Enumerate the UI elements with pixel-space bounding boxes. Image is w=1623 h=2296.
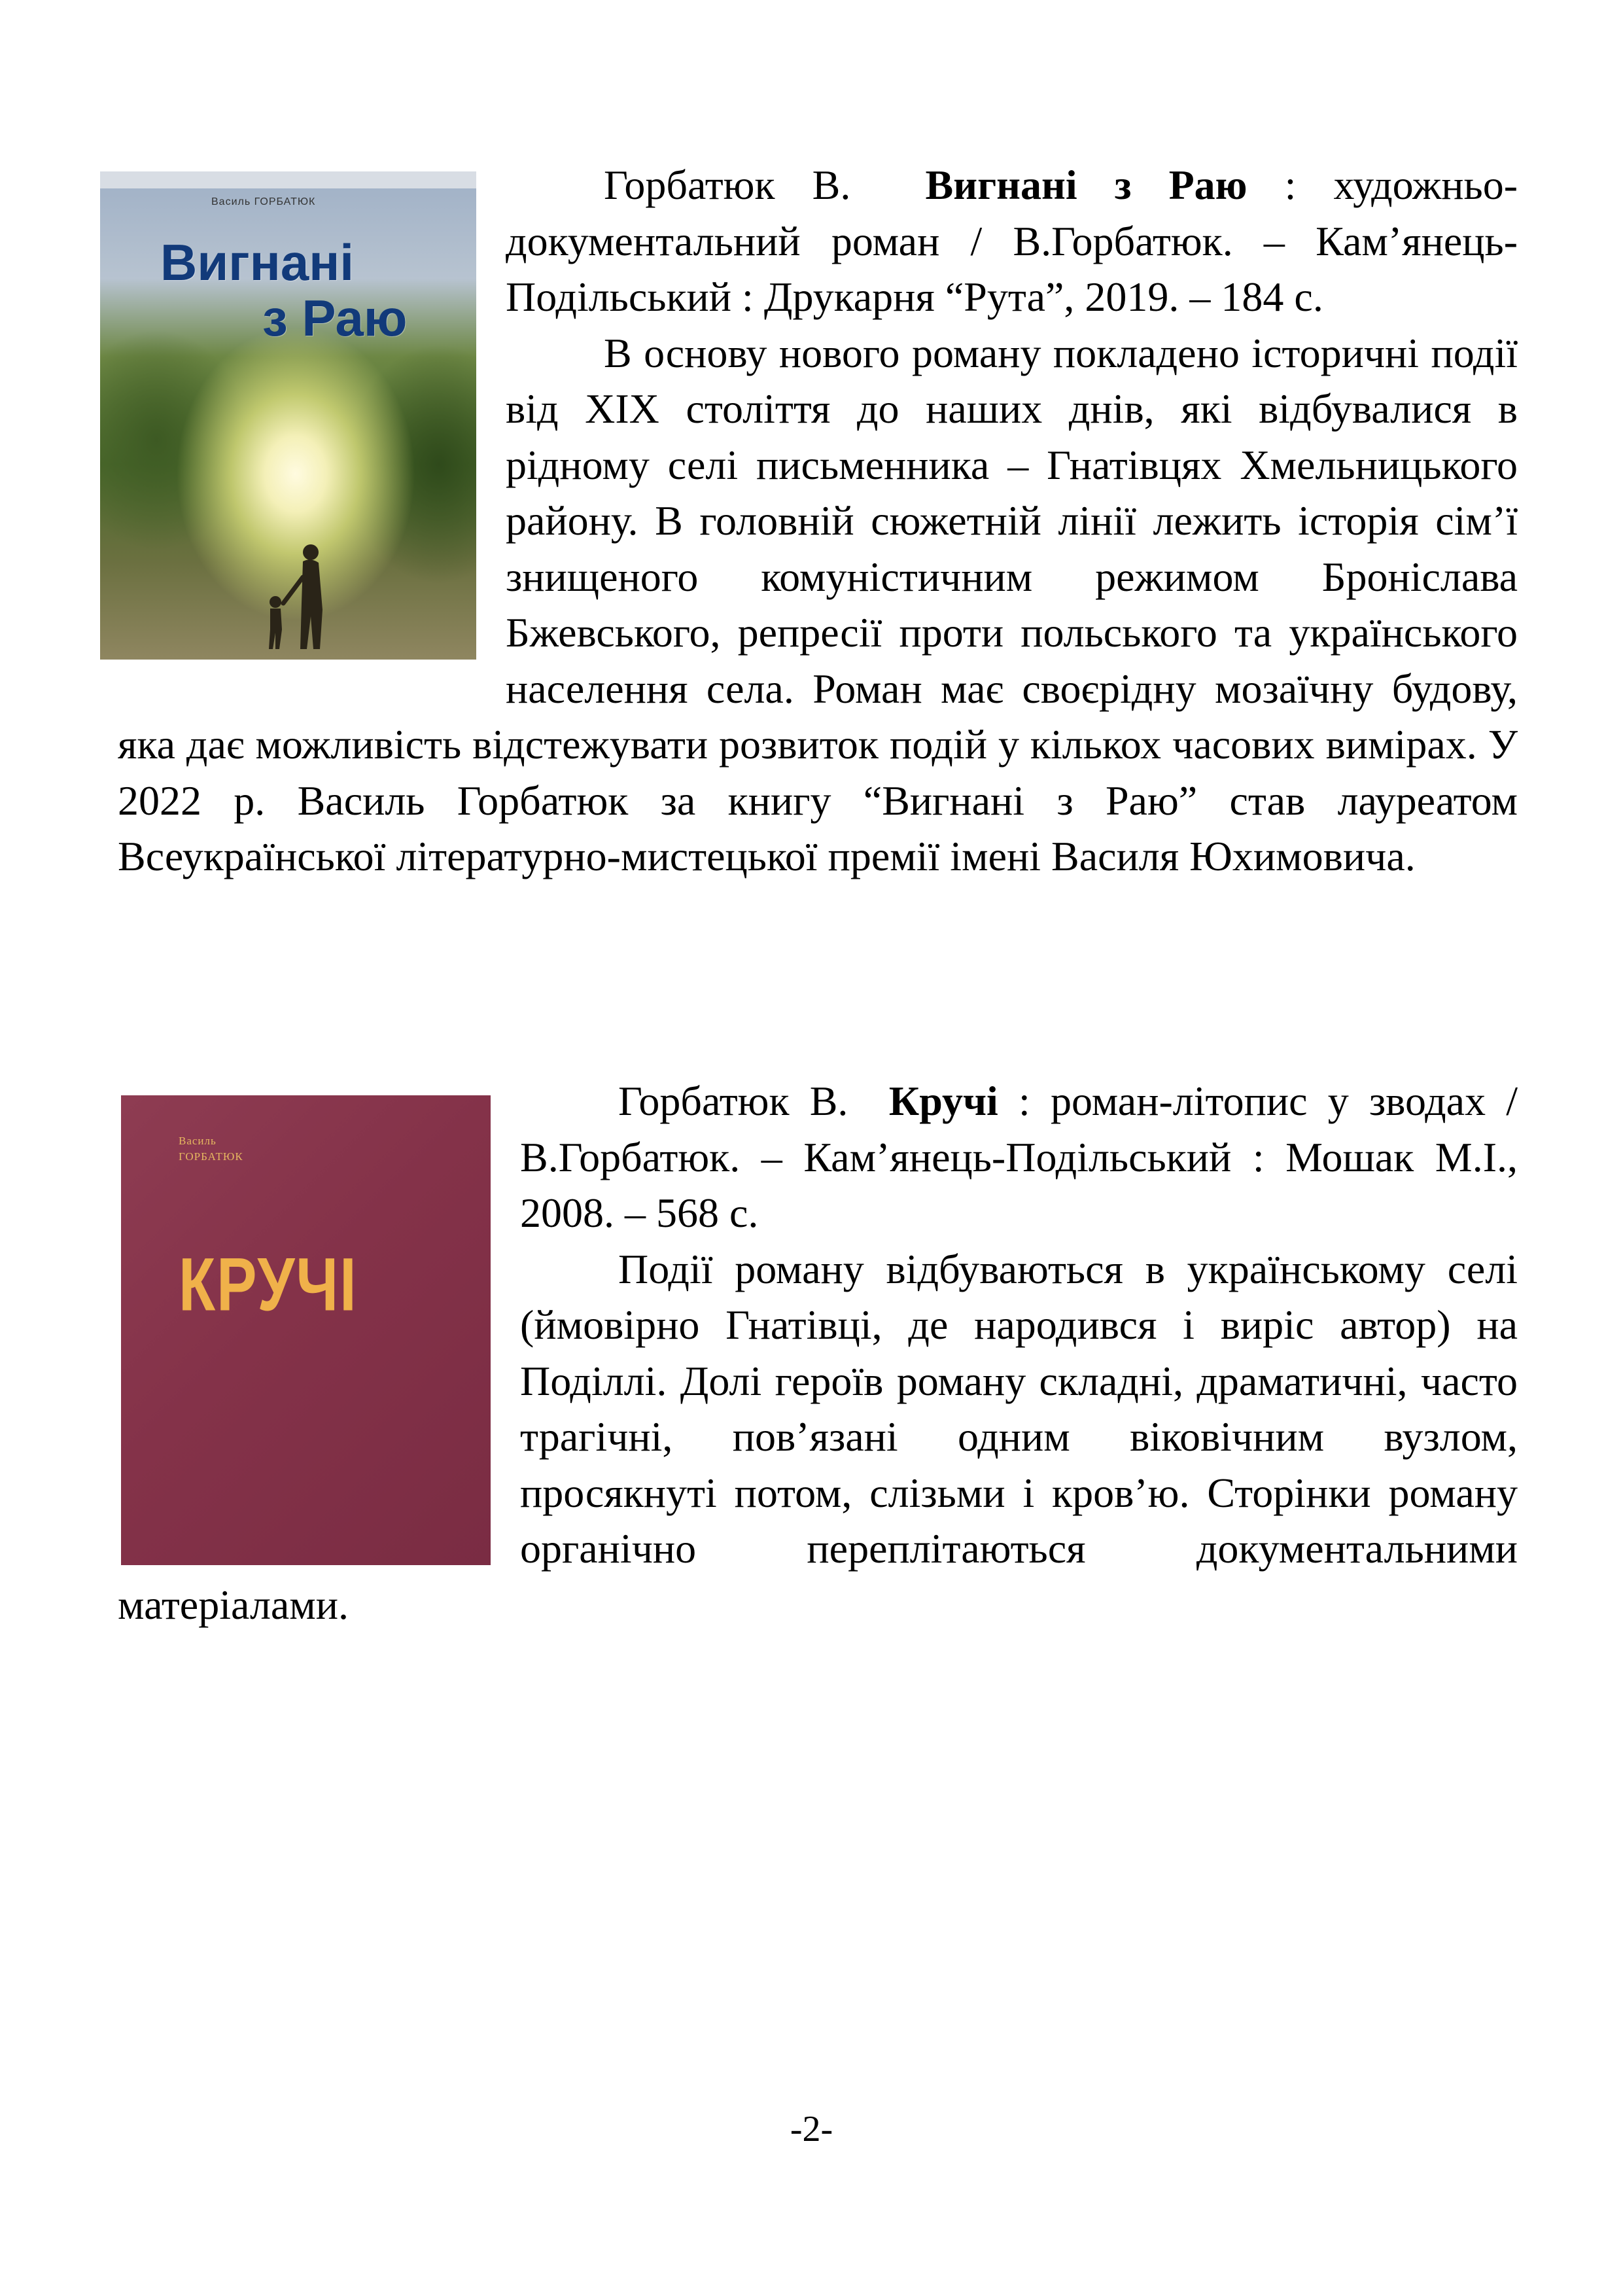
book-cover-image — [100, 171, 476, 660]
cover-title: КРУЧІ — [179, 1243, 358, 1327]
cover-title: Вигнані — [160, 234, 355, 291]
cover-title: з Раю — [262, 289, 408, 347]
cover-author-last-name: ГОРБАТЮК — [179, 1150, 243, 1163]
book-entry — [118, 1073, 1518, 1633]
description-paragraph: Події роману відбуваються в українському селі (ймовірно Гнатівці, де народився і виріс автор) на Поділлі. Долі героїв роману складні, драматичні, часто трагічні, пов’язані одним віковічним вузлом, просякнуті потом, слізьми і кров’ю. Сторінки роману органічно переплітаються документальними матеріалами. — [118, 1245, 1518, 1628]
citation-author: Горбатюк В. — [618, 1078, 848, 1124]
book-cover-image — [121, 1095, 491, 1565]
cover-figures-illustration — [237, 525, 342, 656]
citation-details: : роман-літопис у зводах / В.Горбатюк. – Кам’янець-Подільський : Мошак М.І., 2008. – 568 с. — [520, 1078, 1518, 1236]
book-title: Вигнані з Раю — [925, 162, 1248, 208]
citation-author: Горбатюк В. — [604, 162, 851, 208]
cover-author-first-name: Василь — [179, 1135, 217, 1147]
description-paragraph: В основу нового роману покладено історичні події від XIX століття до наших днів, які відбувалися в рідному селі письменника – Гнатівцях Хмельницького району. В головній сюжетній лінії лежить історія сім’ї знищеного комуністичним режимом Броніслава Бжевського, репресії проти польського та українського населення села. Роман має своєрідну мозаїчну будову, яка дає можливість відстежувати розвиток подій у кількох часових вимірах. У 2022 р. Василь Горбатюк за книгу “Вигнані з Раю” став лауреатом Всеукраїнської літературно-мистецької премії імені Василя Юхимовича. — [118, 329, 1518, 879]
book-title: Кручі — [888, 1078, 998, 1124]
book-entry — [118, 157, 1518, 885]
cover-author — [179, 1133, 243, 1165]
cover-author: Василь ГОРБАТЮК — [211, 196, 316, 207]
citation-details: : художньо-документальний роман / В.Горбатюк. – Кам’янець-Подільський : Друкарня “Рута”, 2019. – 184 с. — [506, 162, 1518, 320]
page-number: -2- — [790, 2109, 833, 2149]
